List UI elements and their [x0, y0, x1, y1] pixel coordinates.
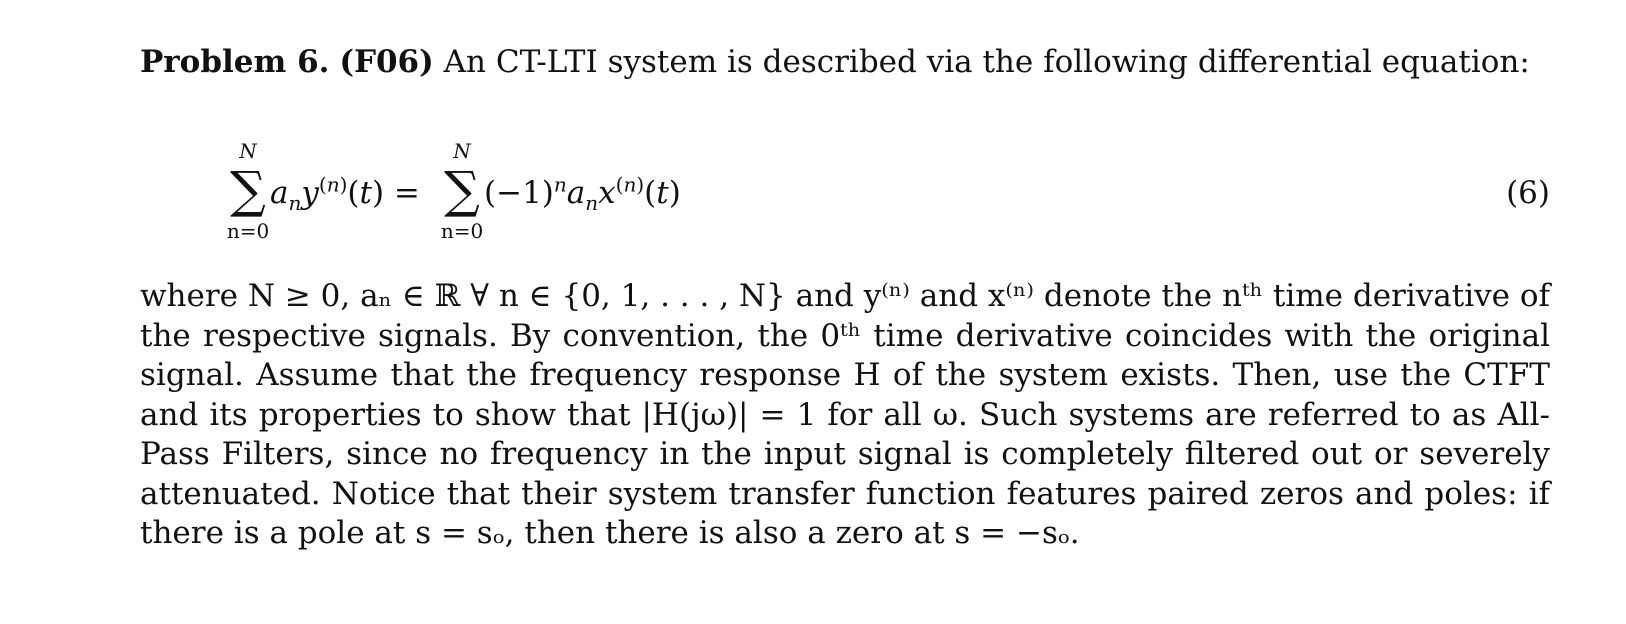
problem-heading	[140, 40, 1540, 84]
equation-number: (6)	[1506, 175, 1550, 211]
problem-tag: (F06)	[339, 44, 434, 80]
lhs-term: $a_ny^{(n)}(t)$ =	[270, 172, 420, 216]
body-paragraph: where N ≥ 0, aₙ ∈ ℝ ∀ n ∈ {0, 1, . . . , N} and y⁽ⁿ⁾ and x⁽ⁿ⁾ denote the nᵗʰ time derivative of the respective signals. By convention, the 0ᵗʰ time derivative coincides with the original signal. Assume that the frequency response H of the system exists. Then, use the CTFT and its properties to show that |H(jω)| = 1 for all ω. Such systems are referred to as All-Pass Filters, since no frequency in the input signal is completely filtered out or severely attenuated. Notice that their system transfer function features paired zeros and poles: if there is a pole at s = sₒ, then there is also a zero at s = −sₒ.	[140, 278, 1550, 551]
sigma-symbol: ∑	[444, 161, 480, 219]
rhs-sum-upper: N	[453, 139, 471, 163]
sigma-symbol: ∑	[230, 161, 266, 219]
lhs-sum-upper: N	[239, 139, 257, 163]
problem-label: Problem 6.	[140, 44, 330, 80]
equation-6	[140, 140, 1550, 260]
rhs-sum-lower: n=0	[440, 219, 484, 243]
rhs-term: $(-1)^na_nx^{(n)}(t)$	[484, 172, 681, 216]
problem-intro: An CT-LTI system is described via the following differential equation:	[443, 44, 1530, 80]
lhs-sum-lower: n=0	[226, 219, 270, 243]
lhs-summation	[218, 140, 278, 242]
rhs-summation	[432, 140, 492, 242]
